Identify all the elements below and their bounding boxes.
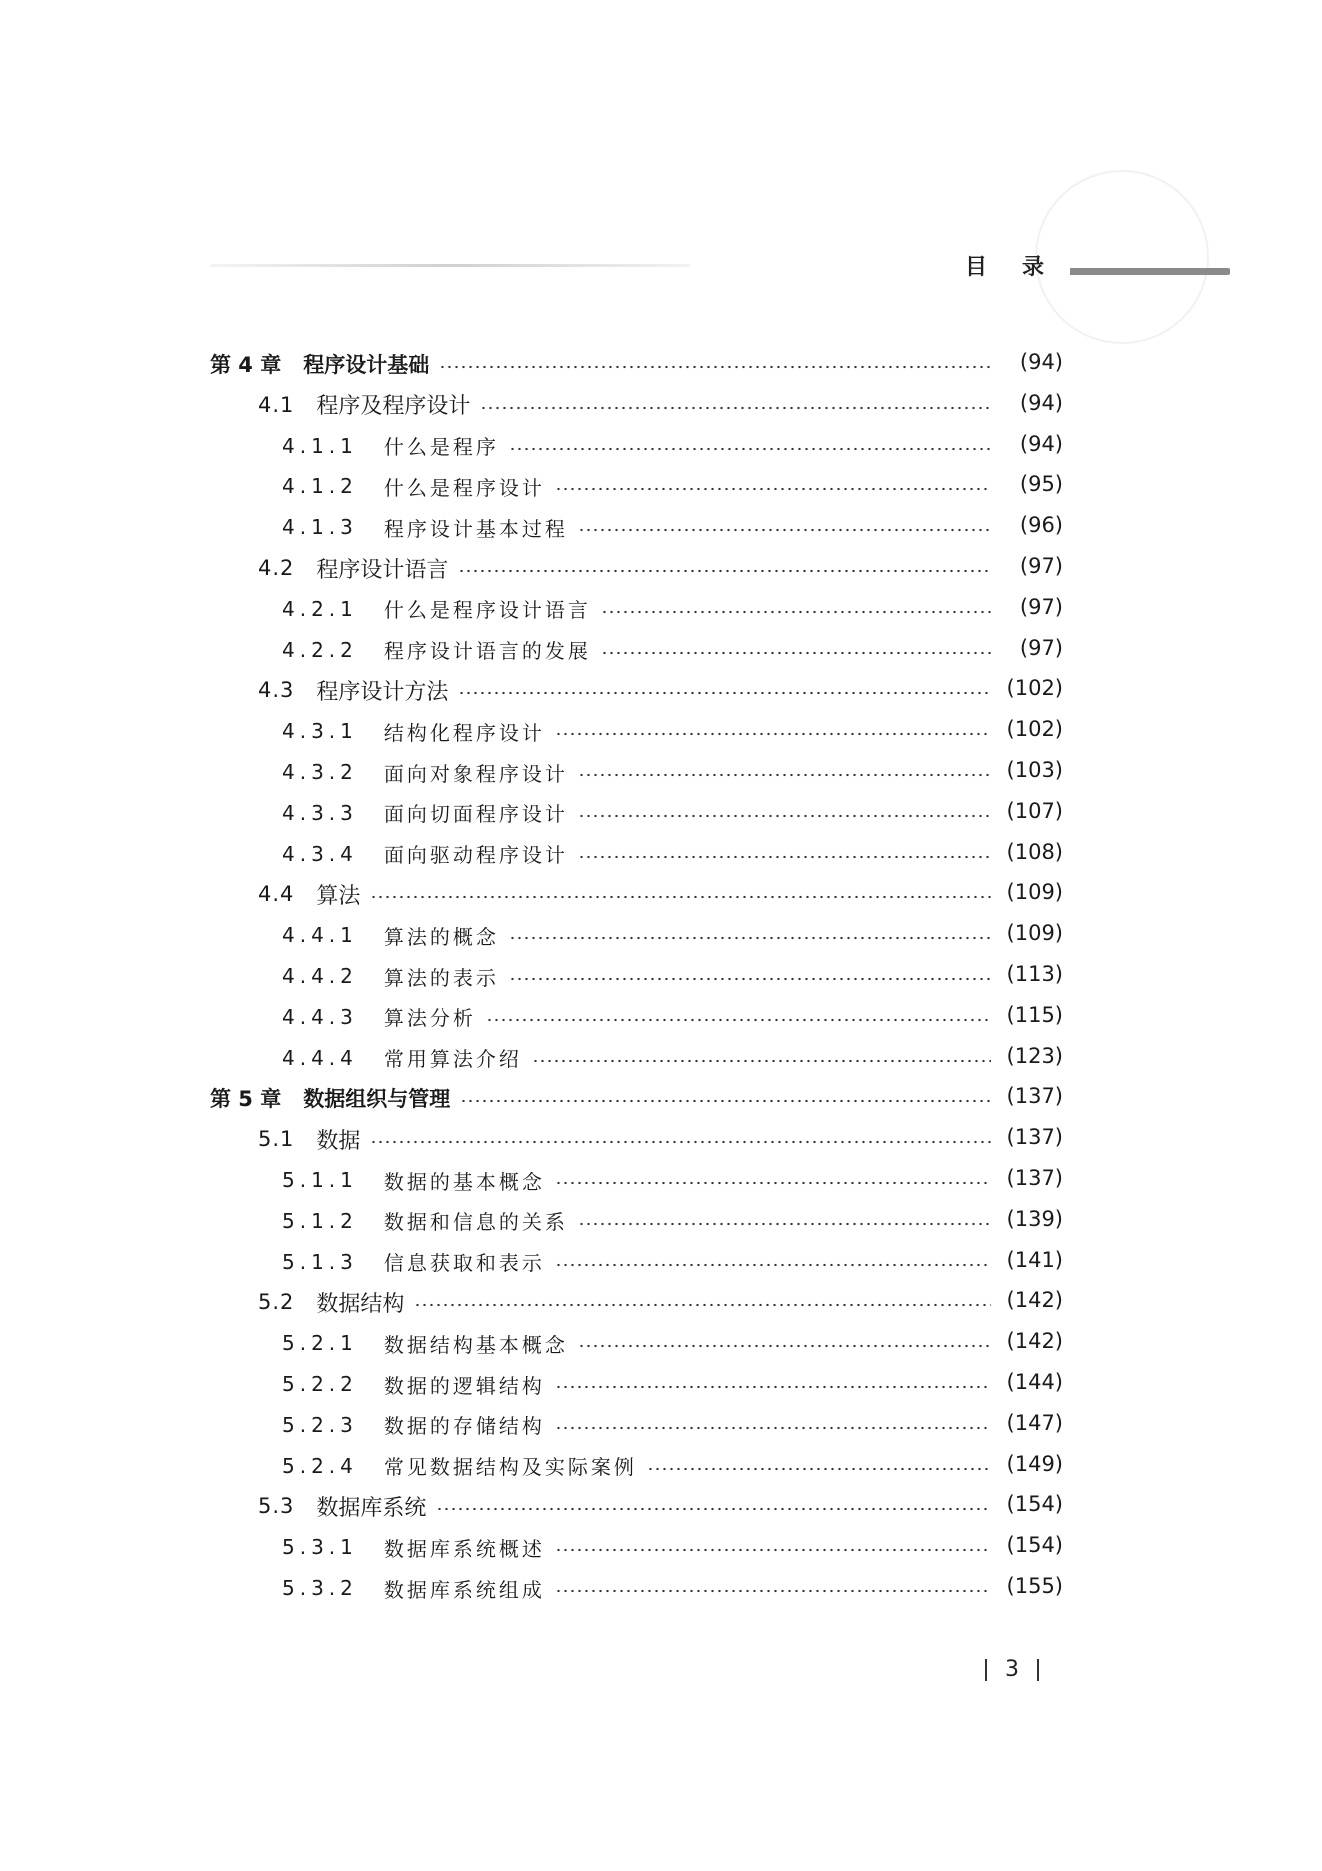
toc-entry-subsection	[0, 1001, 1322, 1033]
toc-dot-leader	[370, 895, 991, 899]
toc-entry-page: (103)	[1006, 758, 1063, 782]
toc-entry-title: 数据和信息的关系	[383, 1210, 568, 1235]
toc-entry-title: 什么是程序设计	[383, 475, 545, 500]
toc-dot-leader	[647, 1467, 991, 1471]
toc-dot-leader	[555, 1263, 991, 1267]
toc-dot-leader	[509, 977, 991, 981]
toc-entry-title: 数据的逻辑结构	[383, 1373, 545, 1398]
toc-entry-title: 什么是程序	[383, 435, 499, 460]
toc-entry-subsection	[0, 1531, 1322, 1563]
header-title-char-2: 录	[1022, 255, 1046, 280]
toc-entry-chapter	[0, 348, 1322, 380]
toc-entry-title: 数据	[316, 1128, 361, 1154]
toc-entry-page: (94)	[1019, 431, 1063, 456]
toc-dot-leader	[601, 651, 991, 655]
toc-entry-page: (94)	[1019, 390, 1063, 415]
toc-dot-leader	[578, 1222, 991, 1226]
toc-entry-chapter	[0, 1082, 1322, 1114]
toc-entry-title: 数据库系统	[316, 1495, 427, 1521]
toc-entry-section	[0, 1490, 1322, 1522]
toc-dot-leader	[458, 691, 991, 695]
toc-entry-page: (155)	[1006, 1574, 1063, 1598]
toc-entry-subsection	[0, 470, 1322, 502]
toc-entry-page: (97)	[1019, 554, 1063, 578]
toc-entry-subsection	[0, 1246, 1322, 1278]
footer-bar-left	[985, 1659, 987, 1681]
toc-entry-section	[0, 552, 1322, 584]
toc-entry-title: 算法的概念	[383, 924, 499, 949]
toc-dot-leader	[601, 610, 991, 614]
toc-entry-page: (95)	[1019, 472, 1063, 497]
toc-dot-leader	[555, 1548, 991, 1552]
toc-entry-number: 4.1	[258, 392, 295, 417]
toc-entry-number: 5.1.1	[282, 1168, 358, 1192]
toc-entry-number: 5.2.4	[282, 1453, 358, 1478]
toc-entry-page: (147)	[1006, 1410, 1063, 1435]
toc-dot-leader	[460, 1099, 991, 1103]
toc-entry-section	[0, 1123, 1322, 1155]
toc-dot-leader	[555, 1589, 991, 1593]
toc-entry-number: 4.2.2	[282, 637, 358, 662]
toc-entry-subsection	[0, 797, 1322, 829]
toc-entry-page: (137)	[1006, 1084, 1063, 1109]
toc-entry-page: (97)	[1019, 635, 1063, 660]
toc-entry-page: (108)	[1006, 839, 1063, 864]
toc-entry-title: 数据的基本概念	[383, 1169, 545, 1194]
toc-entry-title: 程序设计基本过程	[383, 516, 568, 541]
toc-entry-number: 4.1.3	[282, 515, 358, 540]
toc-entry-number: 4.2	[258, 556, 295, 580]
toc-entry-page: (142)	[1006, 1288, 1063, 1313]
toc-dot-leader	[532, 1059, 991, 1063]
toc-entry-title: 程序设计基础	[303, 353, 430, 377]
toc-entry-page: (142)	[1006, 1329, 1063, 1354]
toc-entry-number: 4.3.2	[282, 760, 358, 784]
toc-entry-number: 4.4.3	[282, 1004, 358, 1029]
toc-entry-title: 程序设计方法	[316, 679, 449, 705]
toc-dot-leader	[509, 936, 991, 940]
toc-entry-title: 数据结构基本概念	[383, 1332, 568, 1357]
toc-dot-leader	[439, 365, 991, 369]
toc-entry-number: 4.2.1	[282, 596, 358, 621]
toc-entry-title: 程序设计语言的发展	[383, 639, 591, 664]
toc-entry-number: 4.3.3	[282, 800, 358, 825]
toc-dot-leader	[509, 447, 991, 451]
toc-entry-title: 数据库系统概述	[383, 1536, 545, 1561]
toc-entry-number: 4.4.1	[282, 923, 358, 948]
toc-entry-number: 5.1.3	[282, 1249, 358, 1274]
toc-dot-leader	[578, 814, 991, 818]
toc-dot-leader	[578, 528, 991, 532]
toc-entry-number: 5.3.2	[282, 1576, 358, 1600]
toc-entry-title: 面向驱动程序设计	[383, 843, 568, 868]
toc-entry-title: 程序设计语言	[316, 557, 449, 583]
toc-entry-subsection	[0, 1572, 1322, 1604]
toc-entry-page: (149)	[1006, 1451, 1063, 1476]
toc-entry-title: 程序及程序设计	[316, 394, 471, 420]
toc-entry-title: 算法的表示	[383, 965, 499, 990]
toc-entry-number: 4.3.1	[282, 719, 358, 744]
toc-entry-subsection	[0, 1327, 1322, 1359]
toc-entry-section	[0, 389, 1322, 421]
toc-dot-leader	[578, 773, 991, 777]
header-rule-left	[210, 264, 690, 267]
toc-entry-page: (137)	[1006, 1166, 1063, 1190]
toc-entry-subsection	[0, 430, 1322, 462]
toc-entry-section	[0, 674, 1322, 706]
toc-entry-page: (94)	[1019, 350, 1063, 374]
toc-entry-page: (144)	[1006, 1370, 1063, 1394]
toc-dot-leader	[370, 1140, 991, 1144]
toc-entry-subsection	[0, 634, 1322, 666]
toc-entry-number: 4.3	[258, 678, 295, 703]
toc-entry-subsection	[0, 1205, 1322, 1237]
toc-entry-page: (139)	[1006, 1206, 1063, 1231]
toc-entry-number: 4.4.2	[282, 964, 358, 988]
toc-dot-leader	[578, 1344, 991, 1348]
toc-entry-subsection	[0, 919, 1322, 951]
toc-entry-number: 5.2	[258, 1290, 295, 1315]
toc-entry-subsection	[0, 960, 1322, 992]
toc-entry-page: (113)	[1006, 962, 1063, 986]
toc-entry-page: (109)	[1006, 880, 1063, 905]
toc-dot-leader	[555, 1426, 991, 1430]
toc-entry-title: 常见数据结构及实际案例	[383, 1455, 637, 1480]
toc-entry-subsection	[0, 715, 1322, 747]
toc-dot-leader	[486, 1018, 991, 1022]
toc-entry-number: 4.4	[258, 882, 295, 907]
toc-entry-title: 面向对象程序设计	[383, 761, 568, 786]
toc-entry-title: 数据组织与管理	[303, 1087, 451, 1112]
toc-entry-subsection	[0, 1409, 1322, 1441]
toc-entry-number: 第 5 章	[210, 1087, 282, 1112]
toc-entry-title: 信息获取和表示	[383, 1251, 545, 1276]
header-rule-right	[1070, 268, 1230, 275]
toc-entry-page: (102)	[1006, 717, 1063, 742]
toc-entry-title: 算法	[316, 883, 361, 909]
toc-entry-title: 数据的存储结构	[383, 1414, 545, 1439]
toc-entry-section	[0, 878, 1322, 910]
toc-entry-subsection	[0, 1164, 1322, 1196]
toc-entry-page: (102)	[1006, 676, 1063, 701]
toc-entry-page: (123)	[1006, 1043, 1063, 1068]
toc-dot-leader	[436, 1507, 991, 1511]
toc-dot-leader	[458, 569, 991, 573]
toc-entry-page: (107)	[1006, 798, 1063, 823]
toc-entry-page: (137)	[1006, 1125, 1063, 1150]
toc-entry-number: 4.1.1	[282, 433, 358, 458]
toc-entry-page: (154)	[1006, 1492, 1063, 1517]
toc-entry-number: 4.1.2	[282, 474, 358, 499]
toc-dot-leader	[555, 732, 991, 736]
toc-entry-page: (96)	[1019, 513, 1063, 538]
toc-dot-leader	[414, 1303, 991, 1307]
toc-entry-number: 5.2.3	[282, 1412, 358, 1437]
toc-entry-number: 5.2.2	[282, 1372, 358, 1396]
toc-entry-subsection	[0, 593, 1322, 625]
toc-entry-page: (109)	[1006, 921, 1063, 946]
page-header-title	[965, 250, 1045, 281]
toc-entry-number: 4.3.4	[282, 841, 358, 866]
toc-entry-section	[0, 1286, 1322, 1318]
toc-entry-subsection	[0, 511, 1322, 543]
toc-entry-title: 常用算法介绍	[383, 1047, 522, 1072]
toc-entry-number: 5.1	[258, 1127, 295, 1152]
header-watermark-circle	[1035, 170, 1209, 344]
toc-entry-subsection	[0, 756, 1322, 788]
toc-entry-title: 结构化程序设计	[383, 720, 545, 745]
toc-entry-page: (97)	[1019, 594, 1063, 619]
toc-dot-leader	[555, 1181, 991, 1185]
toc-entry-subsection	[0, 838, 1322, 870]
toc-dot-leader	[555, 1385, 991, 1389]
toc-entry-subsection	[0, 1368, 1322, 1400]
toc-dot-leader	[480, 406, 991, 410]
toc-entry-title: 算法分析	[383, 1006, 476, 1031]
toc-entry-title: 什么是程序设计语言	[383, 598, 591, 623]
toc-entry-page: (115)	[1006, 1002, 1063, 1027]
toc-entry-title: 面向切面程序设计	[383, 802, 568, 827]
toc-entry-number: 第 4 章	[210, 353, 282, 377]
page-number: 3	[1005, 1657, 1019, 1682]
toc-entry-number: 5.2.1	[282, 1331, 358, 1356]
page-footer	[985, 1657, 1039, 1682]
toc-entry-page: (141)	[1006, 1247, 1063, 1272]
footer-bar-right	[1037, 1659, 1039, 1681]
toc-entry-number: 5.1.2	[282, 1208, 358, 1233]
toc-dot-leader	[555, 487, 991, 491]
toc-entry-page: (154)	[1006, 1533, 1063, 1558]
toc-dot-leader	[578, 855, 991, 859]
toc-entry-subsection	[0, 1450, 1322, 1482]
toc-entry-title: 数据库系统组成	[383, 1577, 545, 1602]
toc-entry-number: 5.3	[258, 1494, 295, 1519]
toc-entry-number: 5.3.1	[282, 1535, 358, 1560]
toc-entry-number: 4.4.4	[282, 1045, 358, 1070]
toc-entry-title: 数据结构	[316, 1291, 405, 1317]
header-title-char-1: 目	[965, 255, 989, 280]
toc-entry-subsection	[0, 1042, 1322, 1074]
